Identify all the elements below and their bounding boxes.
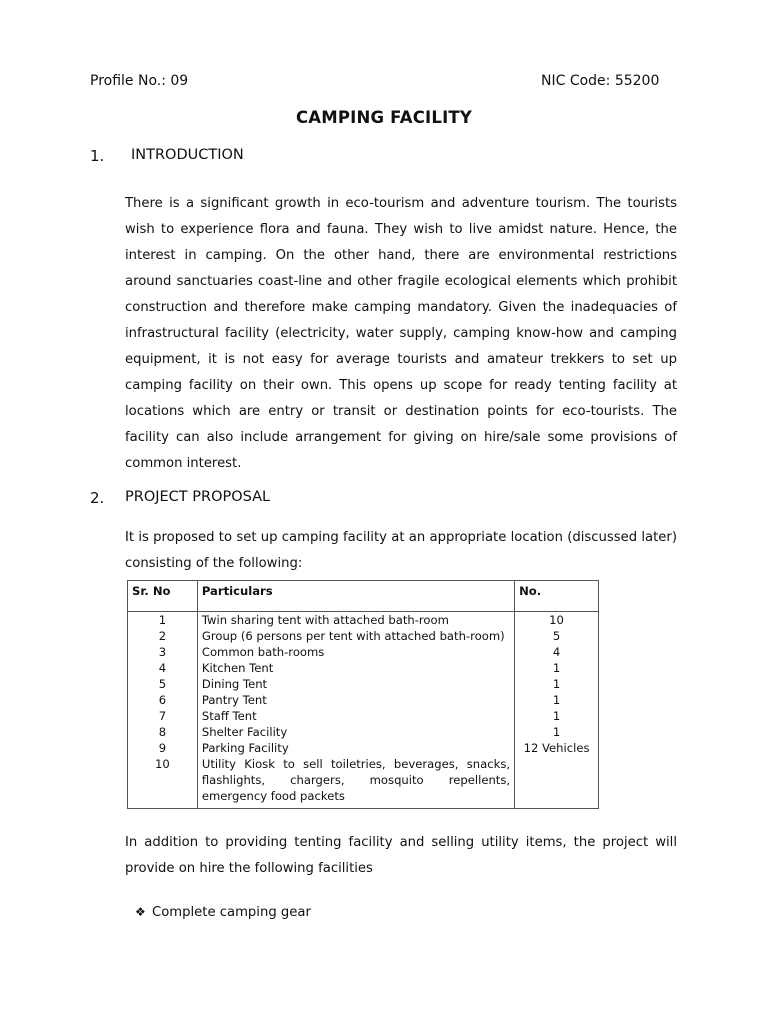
bullet-text: Complete camping gear (152, 905, 311, 920)
cell-sr: 4 (128, 660, 198, 676)
cell-particular: Utility Kiosk to sell toiletries, beverages, snacks, flashlights, chargers, mosquito repellents, emergency food packets (197, 756, 514, 809)
table-row (128, 740, 599, 756)
cell-no: 5 (515, 628, 599, 644)
cell-no: 1 (515, 724, 599, 740)
cell-particular: Twin sharing tent with attached bath-room (197, 612, 514, 629)
bullet-item (135, 905, 311, 920)
header-no: No. (515, 581, 599, 612)
cell-no: 1 (515, 676, 599, 692)
cell-sr: 1 (128, 612, 198, 629)
cell-particular: Common bath-rooms (197, 644, 514, 660)
section-1-number: 1. (90, 147, 105, 165)
cell-sr: 5 (128, 676, 198, 692)
table-row (128, 644, 599, 660)
section-2-number: 2. (90, 489, 105, 507)
profile-number: Profile No.: 09 (90, 73, 189, 89)
table-row (128, 708, 599, 724)
cell-particular: Staff Tent (197, 708, 514, 724)
cell-sr: 3 (128, 644, 198, 660)
table-header-row (128, 581, 599, 612)
cell-particular: Kitchen Tent (197, 660, 514, 676)
cell-no: 10 (515, 612, 599, 629)
header-particulars: Particulars (197, 581, 514, 612)
cell-no: 1 (515, 692, 599, 708)
cell-particular: Parking Facility (197, 740, 514, 756)
cell-sr: 2 (128, 628, 198, 644)
section-1-heading: INTRODUCTION (131, 147, 244, 163)
cell-no: 1 (515, 660, 599, 676)
hire-facilities-paragraph: In addition to providing tenting facility and selling utility items, the project will provide on hire the following facilities (125, 835, 677, 876)
cell-particular: Pantry Tent (197, 692, 514, 708)
proposal-paragraph: It is proposed to set up camping facility at an appropriate location (discussed later) consisting of the following: (125, 530, 677, 571)
header-sr-no: Sr. No (128, 581, 198, 612)
table-row (128, 756, 599, 809)
table-row (128, 692, 599, 708)
table-row (128, 612, 599, 629)
cell-sr: 9 (128, 740, 198, 756)
cell-particular: Group (6 persons per tent with attached bath-room) (197, 628, 514, 644)
cell-no: 12 Vehicles (515, 740, 599, 756)
cell-sr: 7 (128, 708, 198, 724)
facility-table (127, 580, 599, 809)
cell-no: 4 (515, 644, 599, 660)
table-row (128, 628, 599, 644)
cell-no: 1 (515, 708, 599, 724)
cell-particular: Dining Tent (197, 676, 514, 692)
document-title: CAMPING FACILITY (295, 108, 473, 127)
cell-no (515, 756, 599, 809)
introduction-paragraph: There is a significant growth in eco-tourism and adventure tourism. The tourists wish to experience flora and fauna. They wish to live amidst nature. Hence, the interest in camping. On the other hand, there are environmental restrictions around sanctuaries coast-line and other fragile ecological elements which prohibit construction and therefore make camping mandatory. Given the inadequacies of infrastructural facility (electricity, water supply, camping know-how and camping equipment, it is not easy for average tourists and amateur trekkers to set up camping facility on their own. This opens up scope for ready tenting facility at locations which are entry or transit or destination points for eco-tourists. The facility can also include arrangement for giving on hire/sale some provisions of common interest. (125, 196, 677, 471)
table-row (128, 724, 599, 740)
table-row (128, 660, 599, 676)
cell-sr: 8 (128, 724, 198, 740)
cell-sr: 10 (128, 756, 198, 809)
cell-sr: 6 (128, 692, 198, 708)
diamond-bullet-icon: ❖ (135, 905, 146, 919)
table-row (128, 676, 599, 692)
section-2-heading: PROJECT PROPOSAL (125, 489, 271, 505)
nic-code: NIC Code: 55200 (541, 73, 660, 89)
cell-particular: Shelter Facility (197, 724, 514, 740)
